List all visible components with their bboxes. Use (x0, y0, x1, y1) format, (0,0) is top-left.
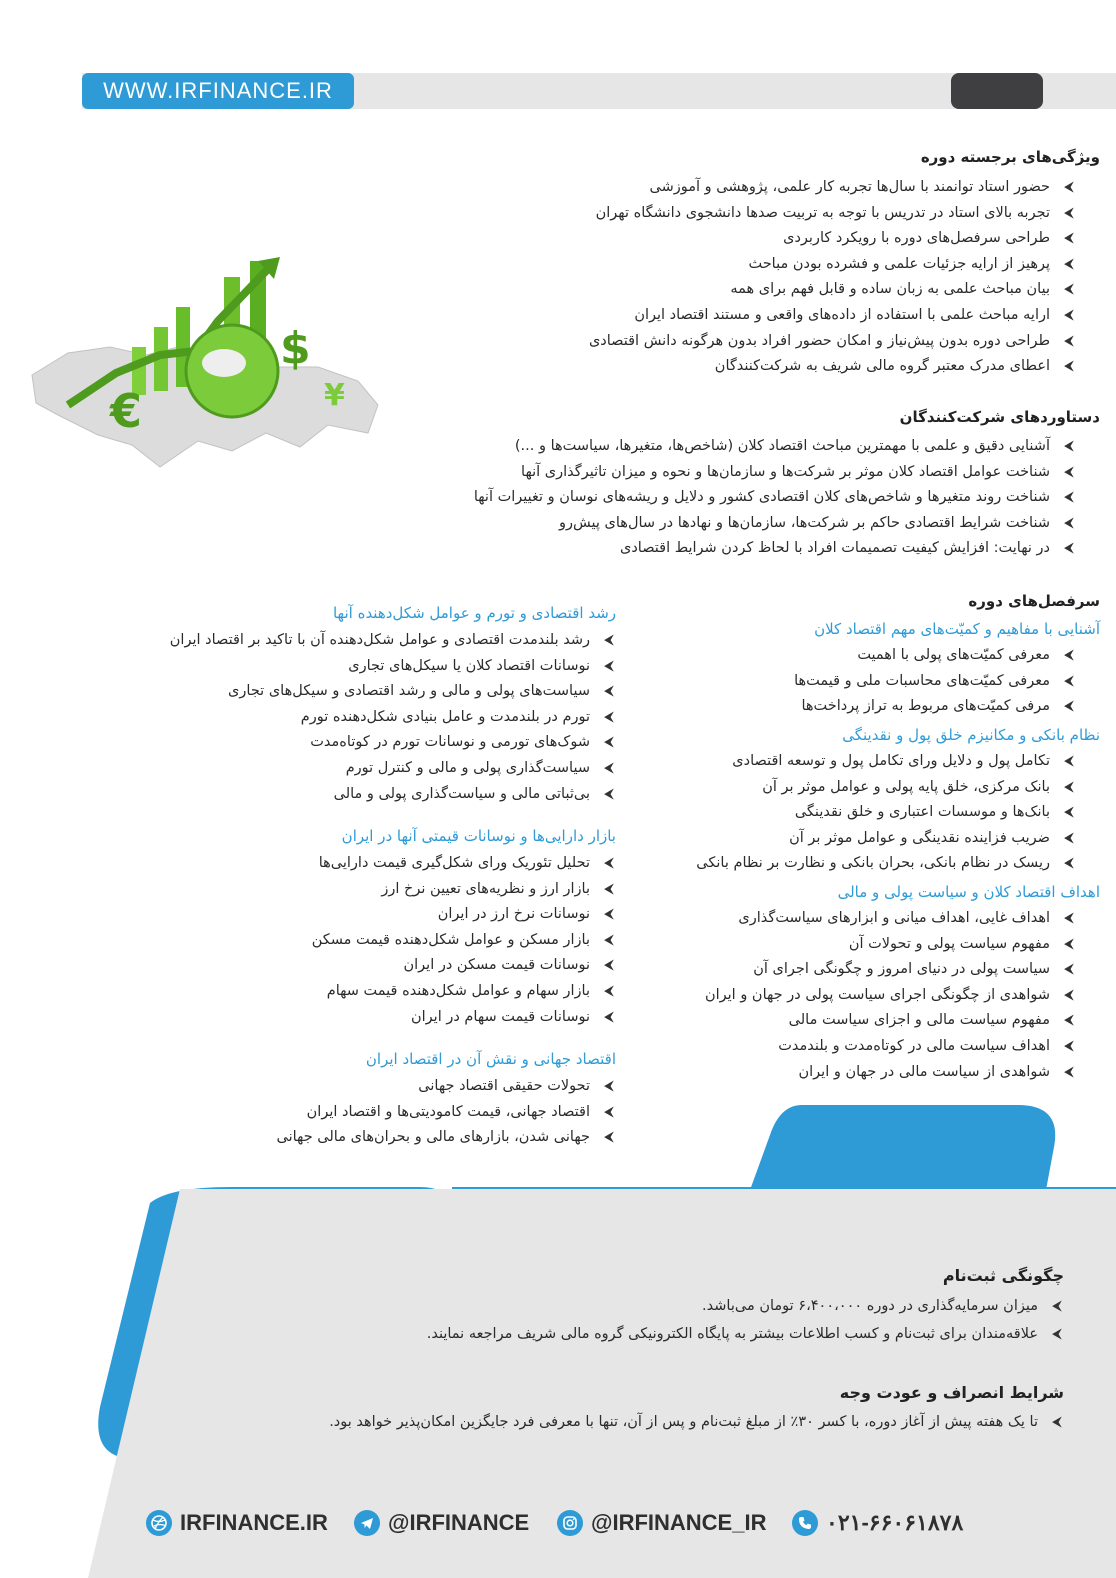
list-item: ⮜ سیاست‌های پولی و مالی و رشد اقتصادی و سیکل‌های تجاری (170, 679, 616, 705)
list-item: ⮜ در نهایت: افزایش کیفیت تصمیمات افراد با لحاظ کردن شرایط اقتصادی (474, 536, 1076, 562)
arrow-bullet-icon: ⮜ (604, 855, 614, 871)
telegram-icon (354, 1510, 380, 1536)
arrow-bullet-icon: ⮜ (604, 880, 614, 897)
euro-icon: € (110, 384, 143, 438)
footer-telegram[interactable] (354, 1507, 529, 1539)
arrow-bullet-icon: ⮜ (1064, 1012, 1074, 1029)
arrow-bullet-icon: ⮜ (1064, 778, 1074, 795)
arrow-bullet-icon: ⮜ (1064, 829, 1074, 846)
list-item: ⮜ شناخت شرایط اقتصادی حاکم بر شرکت‌ها، سازمان‌ها و نهادها در سال‌های پیش‌رو (474, 511, 1076, 537)
footer-website[interactable] (146, 1507, 328, 1539)
arrow-bullet-icon: ⮜ (604, 957, 614, 974)
list-item: ⮜ بانک‌ها و موسسات اعتباری و خلق نقدینگی (696, 800, 1076, 826)
arrow-bullet-icon: ⮜ (1064, 438, 1074, 454)
list-item: ⮜ طراحی سرفصل‌های دوره با رویکرد کاربردی (589, 226, 1076, 252)
arrow-bullet-icon: ⮜ (604, 1008, 614, 1025)
arrow-bullet-icon: ⮜ (1064, 540, 1074, 557)
arrow-bullet-icon: ⮜ (604, 982, 614, 999)
list-item: ⮜ مفهوم سیاست مالی و اجزای سیاست مالی (705, 1008, 1076, 1034)
blue-tab-shape (750, 1105, 1060, 1190)
list-item: ⮜ بازار مسکن و عوامل شکل‌دهنده قیمت مسکن (312, 928, 616, 954)
arrow-bullet-icon: ⮜ (1064, 255, 1074, 272)
arrow-bullet-icon: ⮜ (1052, 1414, 1062, 1430)
syllabus-left-list-2 (312, 851, 616, 1030)
arrow-bullet-icon: ⮜ (1064, 514, 1074, 531)
list-item: ⮜ تورم در بلندمدت و عامل بنیادی شکل‌دهنده تورم (170, 705, 616, 731)
registration-list (427, 1292, 1064, 1348)
footer-phone-label: ۰۲۱-۶۶۰۶۱۸۷۸ (826, 1510, 964, 1535)
syllabus-subheading: بازار دارایی‌ها و نوسانات قیمتی آنها در ایران (341, 827, 616, 845)
list-item: ⮜ تحولات حقیقی اقتصاد جهانی (277, 1074, 617, 1100)
achievements-list (474, 434, 1076, 562)
arrow-bullet-icon: ⮜ (604, 657, 614, 674)
list-item: ⮜ بازار سهام و عوامل شکل‌دهنده قیمت سهام (312, 979, 616, 1005)
syllabus-right-list-3 (705, 906, 1076, 1085)
list-item: ⮜ اعطای مدرک معتبر گروه مالی شریف به شرکت‌کنندگان (589, 354, 1076, 380)
arrow-bullet-icon: ⮜ (1064, 753, 1074, 769)
list-item: ⮜ ریسک در نظام بانکی، بحران بانکی و نظارت بر نظام بانکی (696, 851, 1076, 877)
list-item: ⮜ اقتصاد جهانی، قیمت کامودیتی‌ها و اقتصاد ایران (277, 1100, 617, 1126)
arrow-bullet-icon: ⮜ (1064, 489, 1074, 506)
list-item: ⮜ نوسانات قیمت سهام در ایران (312, 1005, 616, 1031)
arrow-bullet-icon: ⮜ (604, 632, 614, 648)
arrow-bullet-icon: ⮜ (1064, 332, 1074, 349)
list-item: ⮜ شناخت روند متغیرها و شاخص‌های کلان اقتصادی کشور و دلایل و ریشه‌های نوسان و تغییرات آنها (474, 485, 1076, 511)
globe-continent (202, 349, 246, 377)
footer-phone[interactable] (792, 1507, 963, 1539)
list-item: ⮜ ضریب فزاینده نقدینگی و عوامل موثر بر آن (696, 826, 1076, 852)
syllabus-left-list-1 (170, 628, 616, 807)
list-item: ⮜ مرفی کمیّت‌های مربوط به تراز پرداخت‌ها (794, 694, 1076, 720)
features-title: ویژگی‌های برجسته دوره (920, 148, 1100, 166)
arrow-bullet-icon: ⮜ (1064, 672, 1074, 689)
dollar-icon: $ (280, 323, 311, 374)
economy-globe-illustration (28, 255, 380, 470)
list-item: ⮜ مفهوم سیاست پولی و تحولات آن (705, 932, 1076, 958)
arrow-bullet-icon: ⮜ (604, 1078, 614, 1094)
yen-icon: ¥ (324, 378, 345, 413)
arrow-bullet-icon: ⮜ (1064, 804, 1074, 821)
list-item: ⮜ تکامل پول و دلایل ورای تکامل پول و توسعه اقتصادی (696, 749, 1076, 775)
list-item: ⮜ بی‌ثباتی مالی و سیاست‌گذاری پولی و مالی (170, 782, 616, 808)
arrow-bullet-icon: ⮜ (604, 683, 614, 700)
list-item: ⮜ پرهیز از ارایه جزئیات علمی و فشرده بودن مباحث (589, 252, 1076, 278)
syllabus-subheading: آشنایی با مفاهیم و کمیّت‌های مهم اقتصاد کلان (814, 620, 1100, 638)
arrow-bullet-icon: ⮜ (604, 785, 614, 802)
arrow-bullet-icon: ⮜ (1064, 647, 1074, 663)
list-item: ⮜ سیاست‌گذاری پولی و مالی و کنترل تورم (170, 756, 616, 782)
features-list (589, 175, 1076, 380)
list-item: ⮜ رشد بلندمدت اقتصادی و عوامل شکل‌دهنده آن با تاکید بر اقتصاد ایران (170, 628, 616, 654)
list-item: ⮜ شناخت عوامل اقتصاد کلان موثر بر شرکت‌ها و سازمان‌ها و نحوه و میزان تاثیرگذاری آنها (474, 460, 1076, 486)
list-item: ⮜ بیان مباحث علمی به زبان ساده و قابل فهم برای همه (589, 277, 1076, 303)
arrow-bullet-icon: ⮜ (604, 734, 614, 751)
footer-telegram-label: @IRFINANCE (388, 1510, 530, 1535)
list-item: ⮜ طراحی دوره بدون پیش‌نیاز و امکان حضور افراد بدون هرگونه دانش اقتصادی (589, 329, 1076, 355)
arrow-bullet-icon: ⮜ (604, 1103, 614, 1120)
syllabus-subheading: اهداف اقتصاد کلان و سیاست پولی و مالی (837, 883, 1100, 901)
syllabus-title: سرفصل‌های دوره (968, 592, 1100, 610)
arrow-bullet-icon: ⮜ (604, 931, 614, 948)
syllabus-subheading: اقتصاد جهانی و نقش آن در اقتصاد ایران (365, 1050, 616, 1068)
phone-icon (792, 1510, 818, 1536)
syllabus-right-list-2 (696, 749, 1076, 877)
arrow-bullet-icon: ⮜ (604, 708, 614, 725)
list-item: ⮜ ارایه مباحث علمی با استفاده از داده‌های واقعی و مستند اقتصاد ایران (589, 303, 1076, 329)
list-item: ⮜ معرفی کمیّت‌های محاسبات ملی و قیمت‌ها (794, 669, 1076, 695)
arrow-bullet-icon: ⮜ (1064, 1037, 1074, 1054)
arrow-bullet-icon: ⮜ (1064, 698, 1074, 715)
list-item: ⮜ جهانی شدن، بازارهای مالی و بحران‌های مالی جهانی (277, 1125, 617, 1151)
list-item: ⮜ شوک‌های تورمی و نوسانات تورم در کوتاه‌مدت (170, 730, 616, 756)
list-item: ⮜ بازار ارز و نظریه‌های تعیین نرخ ارز (312, 877, 616, 903)
footer-website-label: IRFINANCE.IR (180, 1510, 328, 1535)
arrow-bullet-icon: ⮜ (1064, 306, 1074, 323)
list-item: ⮜ تجربه بالای استاد در تدریس با توجه به تربیت صدها دانشجوی دانشگاه تهران (589, 201, 1076, 227)
dribbble-icon (146, 1510, 172, 1536)
arrow-bullet-icon: ⮜ (1064, 1063, 1074, 1080)
registration-title: چگونگی ثبت‌نام (942, 1266, 1064, 1285)
list-item: ⮜ اهداف سیاست مالی در کوتاه‌مدت و بلندمدت (705, 1034, 1076, 1060)
syllabus-left-list-3 (277, 1074, 617, 1151)
list-item: ⮜ نوسانات نرخ ارز در ایران (312, 902, 616, 928)
list-item: ⮜ اهداف غایی، اهداف میانی و ابزارهای سیاست‌گذاری (705, 906, 1076, 932)
arrow-bullet-icon: ⮜ (604, 1129, 614, 1146)
arrow-bullet-icon: ⮜ (1064, 910, 1074, 926)
refund-list (329, 1408, 1064, 1436)
arrow-bullet-icon: ⮜ (1064, 358, 1074, 375)
list-item: ⮜ معرفی کمیّت‌های پولی با اهمیت (794, 643, 1076, 669)
arrow-bullet-icon: ⮜ (1064, 179, 1074, 195)
syllabus-right-list-1 (794, 643, 1076, 720)
instagram-icon (557, 1510, 583, 1536)
list-item: ⮜ علاقه‌مندان برای ثبت‌نام و کسب اطلاعات بیشتر به پایگاه الکترونیکی گروه مالی شریف مراجعه نمایند. (427, 1320, 1064, 1348)
arrow-bullet-icon: ⮜ (1052, 1326, 1062, 1342)
arrow-bullet-icon: ⮜ (1064, 986, 1074, 1003)
list-item: ⮜ بانک مرکزی، خلق پایه پولی و عوامل موثر بر آن (696, 775, 1076, 801)
arrow-bullet-icon: ⮜ (1052, 1298, 1062, 1314)
arrow-bullet-icon: ⮜ (1064, 204, 1074, 221)
syllabus-subheading: نظام بانکی و مکانیزم خلق پول و نقدینگی (842, 726, 1100, 744)
footer-instagram[interactable] (557, 1507, 766, 1539)
list-item: ⮜ سیاست پولی در دنیای امروز و چگونگی اجرای آن (705, 957, 1076, 983)
list-item: ⮜ نوسانات قیمت مسکن در ایران (312, 953, 616, 979)
footer-instagram-label: @IRFINANCE_IR (591, 1510, 767, 1535)
arrow-bullet-icon: ⮜ (1064, 281, 1074, 298)
list-item: ⮜ تا یک هفته پیش از آغاز دوره، با کسر ۳۰٪ از مبلغ ثبت‌نام و پس از آن، تنها با معرفی فرد جایگزین امکان‌پذیر خواهد بود. (329, 1408, 1064, 1436)
arrow-bullet-icon: ⮜ (1064, 463, 1074, 480)
arrow-bullet-icon: ⮜ (1064, 855, 1074, 872)
arrow-bullet-icon: ⮜ (604, 906, 614, 923)
list-item: ⮜ حضور استاد توانمند با سال‌ها تجربه کار علمی، پژوهشی و آموزشی (589, 175, 1076, 201)
arrow-bullet-icon: ⮜ (1064, 230, 1074, 247)
list-item: ⮜ شواهدی از سیاست مالی در جهان و ایران (705, 1060, 1076, 1086)
refund-title: شرایط انصراف و عودت وجه (839, 1383, 1064, 1402)
list-item: ⮜ تحلیل تئوریک ورای شکل‌گیری قیمت دارایی‌ها (312, 851, 616, 877)
achievements-title: دستاوردهای شرکت‌کنندگان (899, 408, 1100, 426)
list-item: ⮜ آشنایی دقیق و علمی با مهمترین مباحث اقتصاد کلان (شاخص‌ها، متغیرها، سیاست‌ها و ...) (474, 434, 1076, 460)
arrow-bullet-icon: ⮜ (1064, 935, 1074, 952)
arrow-bullet-icon: ⮜ (1064, 961, 1074, 978)
list-item: ⮜ میزان سرمایه‌گذاری در دوره ۶،۴۰۰،۰۰۰ تومان می‌باشد. (427, 1292, 1064, 1320)
header-dark-tab (951, 73, 1043, 109)
header-url[interactable]: WWW.IRFINANCE.IR (82, 73, 354, 109)
syllabus-subheading: رشد اقتصادی و تورم و عوامل شکل‌دهنده آنها (332, 604, 616, 622)
list-item: ⮜ شواهدی از چگونگی اجرای سیاست پولی در جهان و ایران (705, 983, 1076, 1009)
arrow-bullet-icon: ⮜ (604, 759, 614, 776)
list-item: ⮜ نوسانات اقتصاد کلان یا سیکل‌های تجاری (170, 654, 616, 680)
